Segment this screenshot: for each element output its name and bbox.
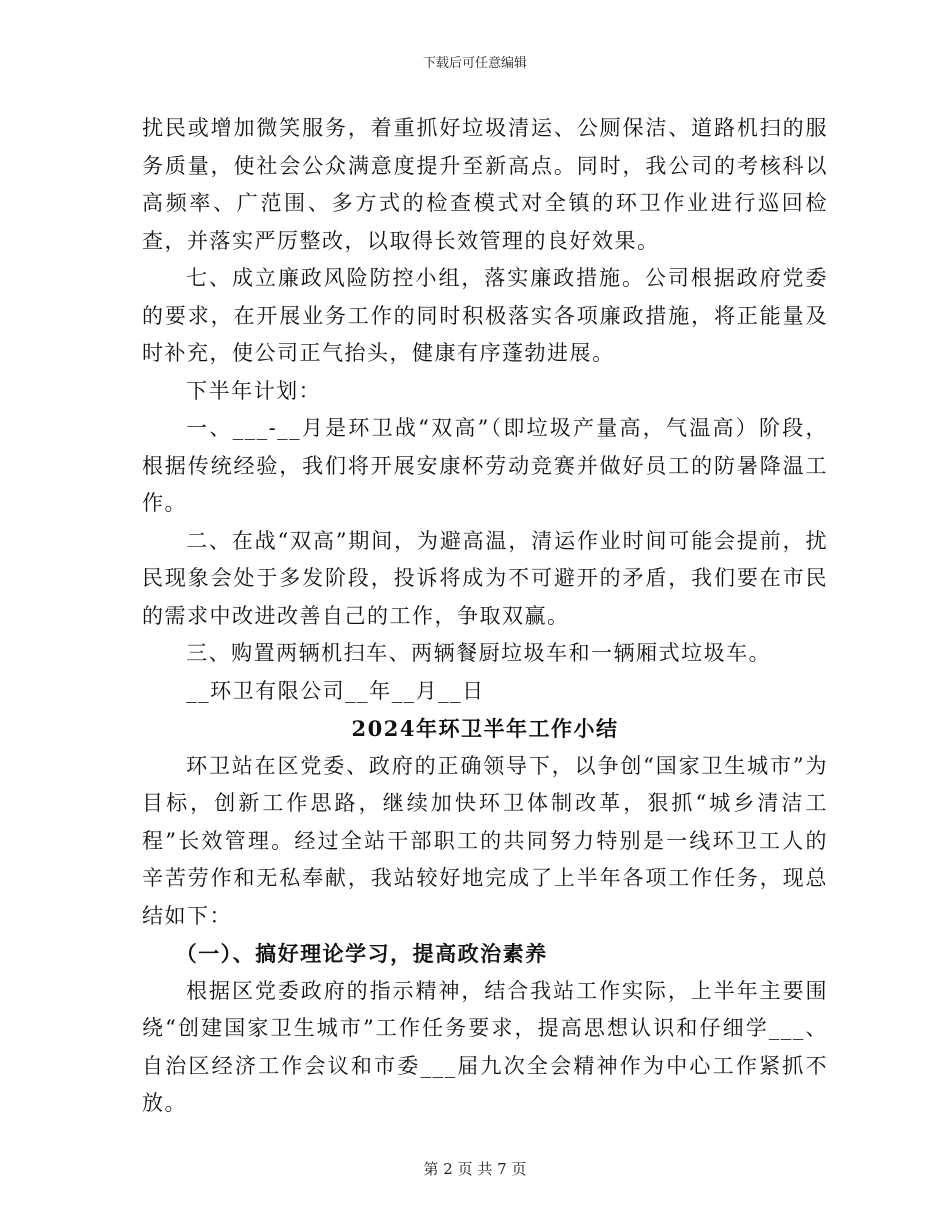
- paragraph-integrity-measures: 七、成立廉政风险防控小组，落实廉政措施。公司根据政府党委的要求，在开展业务工作的同时积极落实各项廉政措施，将正能量及时补充，使公司正气抬头，健康有序蓬勃进展。: [142, 266, 828, 365]
- paragraph-plan-item-1: 一、___-__月是环卫战“双高”（即垃圾产量高，气温高）阶段，根据传统经验，我们将开展安康杯劳动竞赛并做好员工的防暑降温工作。: [142, 416, 828, 515]
- document-body: [142, 110, 828, 1123]
- paragraph-continuation: 扰民或增加微笑服务，着重抓好垃圾清运、公厕保洁、道路机扫的服务质量，使社会公众满意度提升至新高点。同时，我公司的考核科以高频率、广范围、多方式的检查模式对全镇的环卫作业进行巡回检查，并落实严厉整改，以取得长效管理的良好效果。: [142, 116, 828, 253]
- page-footer: 第 2 页 共 7 页: [423, 1160, 527, 1178]
- paragraph-theory-study: 根据区党委政府的指示精神，结合我站工作实际，上半年主要围绕“创建国家卫生城市”工作任务要求，提高思想认识和仔细学___、自治区经济工作会议和市委___届九次全会精神作为中心工作紧抓不放。: [142, 978, 828, 1115]
- section-title: 2024年环卫半年工作小结: [351, 716, 619, 741]
- paragraph-plan-item-2: 二、在战“双高”期间，为避高温，清运作业时间可能会提前，扰民现象会处于多发阶段，投诉将成为不可避开的矛盾，我们要在市民的需求中改进改善自己的工作，争取双赢。: [142, 528, 828, 628]
- page-header: 下载后可任意编辑: [422, 56, 527, 71]
- signature-line: __环卫有限公司__年__月__日: [186, 678, 485, 703]
- paragraph-summary-intro: 环卫站在区党委、政府的正确领导下，以争创“国家卫生城市”为目标，创新工作思路，继续加快环卫体制改革，狠抓“城乡清洁工程”长效管理。经过全站干部职工的共同努力特别是一线环卫工人的辛苦劳作和无私奉献，我站较好地完成了上半年各项工作任务，现总结如下：: [142, 753, 828, 928]
- subsection-heading: （一）、搞好理论学习，提高政治素养: [175, 941, 548, 966]
- paragraph-plan-heading: 下半年计划：: [186, 378, 322, 403]
- paragraph-plan-item-3: 三、购置两辆机扫车、两辆餐厨垃圾车和一辆厢式垃圾车。: [186, 641, 772, 665]
